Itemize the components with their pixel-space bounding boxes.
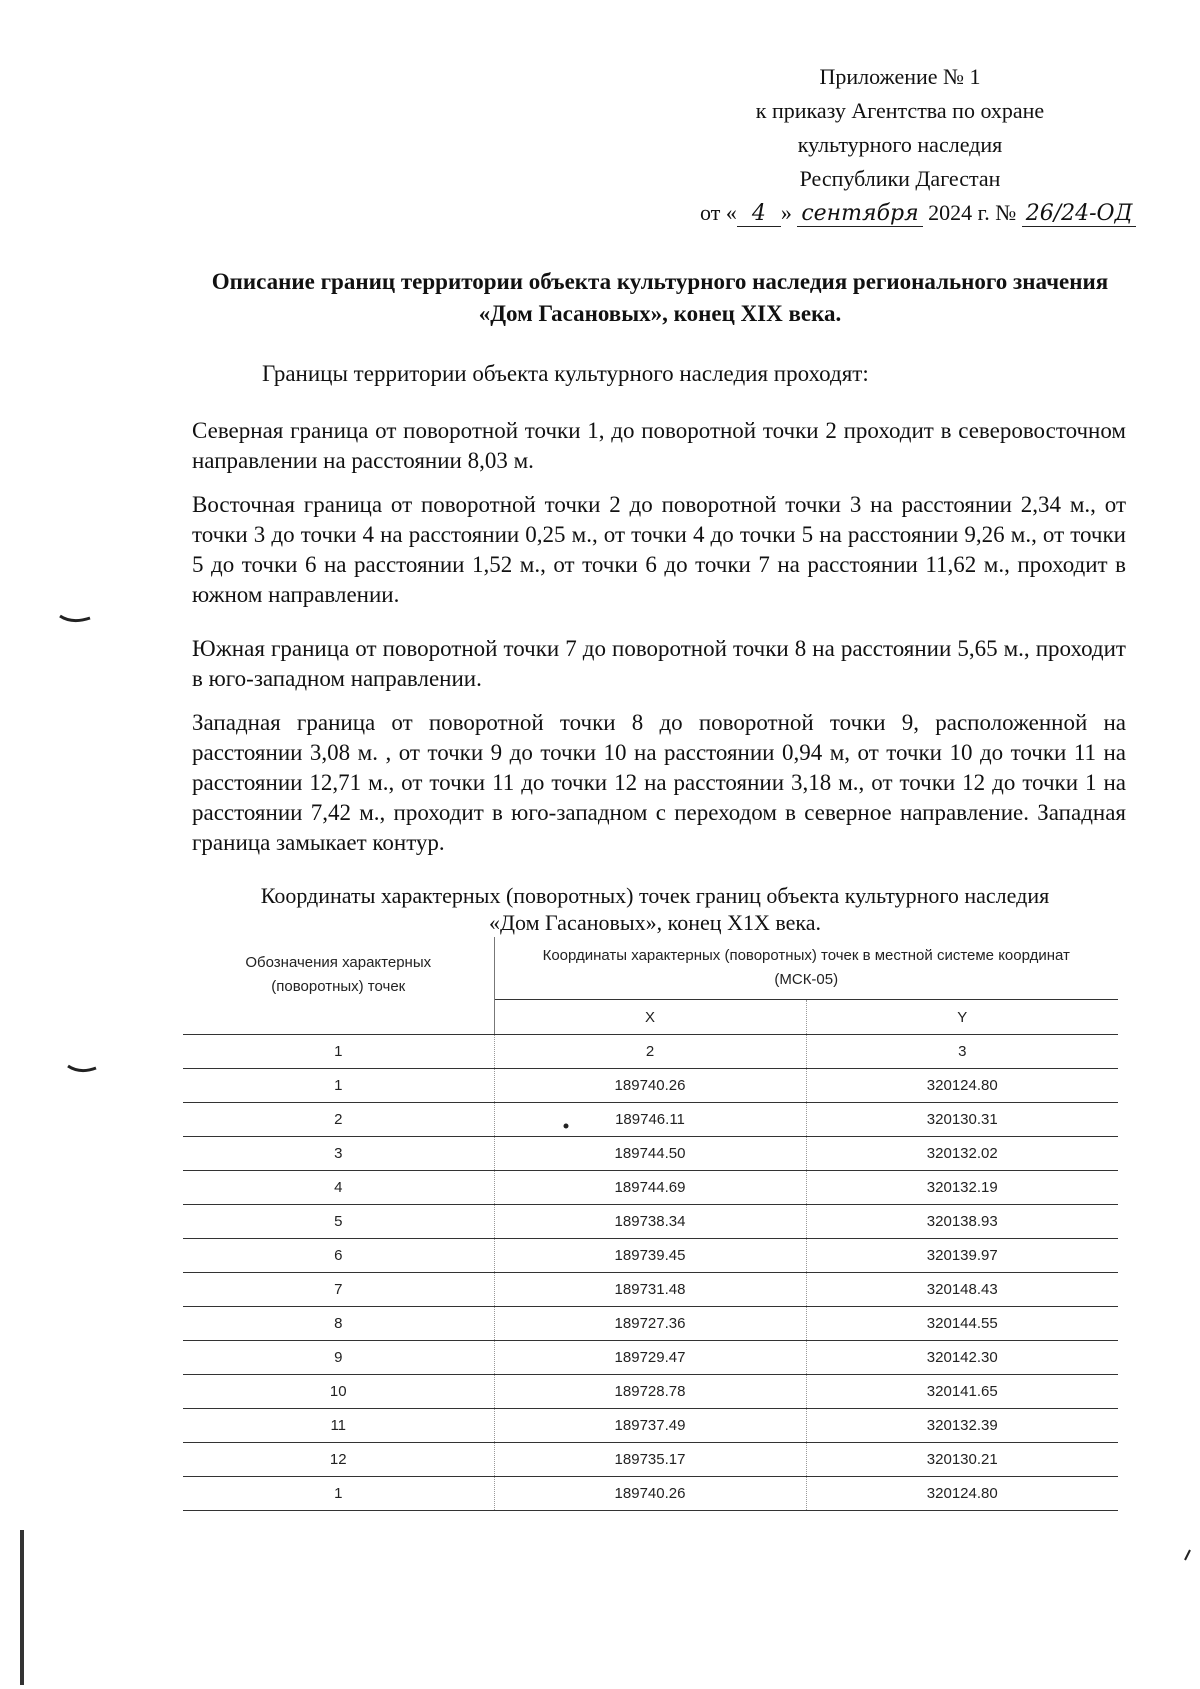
header-y: Y [806,1000,1118,1035]
x-coordinate-cell: 189738.34 [494,1205,806,1239]
point-cell: 12 [183,1443,494,1477]
x-coordinate-cell: 189744.69 [494,1171,806,1205]
intro-text: Границы территории объекта культурного наследия проходят: [262,361,869,386]
point-cell: 1 [183,1477,494,1511]
x-coordinate-cell: 189746.11 [494,1103,806,1137]
table-caption-line1: Координаты характерных (поворотных) точек границ объекта культурного наследия [260,883,1050,908]
table-row [183,1205,1118,1239]
table-row [183,1069,1118,1103]
table-row [183,1477,1118,1511]
table-row [183,1341,1118,1375]
x-coordinate-cell: 189744.50 [494,1137,806,1171]
header-x: X [494,1000,806,1035]
handwritten-day: 4 [737,202,781,227]
x-coordinate-cell: 189731.48 [494,1273,806,1307]
y-coordinate-cell: 320124.80 [806,1477,1118,1511]
x-coordinate-cell: 189727.36 [494,1307,806,1341]
order-date-line [700,196,1133,230]
scan-edge-line [20,1530,24,1685]
table-caption [185,882,1125,936]
column-number-2: 2 [494,1035,806,1069]
point-cell: 5 [183,1205,494,1239]
y-coordinate-cell: 320124.80 [806,1069,1118,1103]
y-coordinate-cell: 320130.31 [806,1103,1118,1137]
appendix-order-ref: к приказу Агентства по охране [755,98,1045,123]
south-boundary-paragraph: Южная граница от поворотной точки 7 до поворотной точки 8 на расстоянии 5,65 м., проходит в юго-западном направлении. [192,636,1126,691]
point-cell: 3 [183,1137,494,1171]
y-coordinate-cell: 320142.30 [806,1341,1118,1375]
point-cell: 8 [183,1307,494,1341]
table-row [183,1103,1118,1137]
point-cell: 6 [183,1239,494,1273]
x-coordinate-cell: 189729.47 [494,1341,806,1375]
point-cell: 9 [183,1341,494,1375]
x-coordinate-cell: 189735.17 [494,1443,806,1477]
table-row [183,1137,1118,1171]
table-row [183,1239,1118,1273]
y-coordinate-cell: 320132.02 [806,1137,1118,1171]
north-boundary-paragraph: Северная граница от поворотной точки 1, до поворотной точки 2 проходит в северовосточном направлении на расстоянии 8,03 м. [192,418,1126,473]
table-row [183,1171,1118,1205]
point-cell: 1 [183,1069,494,1103]
column-number-1: 1 [183,1035,494,1069]
x-coordinate-cell: 189728.78 [494,1375,806,1409]
point-cell: 7 [183,1273,494,1307]
table-row [183,1375,1118,1409]
handwritten-order-number: 26/24-ОД [1022,202,1137,227]
date-year: 2024 г. № [928,200,1017,225]
column-number-3: 3 [806,1035,1118,1069]
scan-mark-left-upper [60,616,90,621]
point-cell: 2 [183,1103,494,1137]
y-coordinate-cell: 320148.43 [806,1273,1118,1307]
handwritten-month: сентября [797,202,922,227]
date-prefix: от « [700,200,737,225]
table-caption-line2: «Дом Гасановых», конец X1X века. [489,910,821,935]
point-cell: 11 [183,1409,494,1443]
table-row [183,1273,1118,1307]
scan-mark-left-lower [68,1066,96,1071]
coordinate-rows [183,1069,1118,1511]
x-coordinate-cell: 189740.26 [494,1477,806,1511]
east-boundary-paragraph: Восточная граница от поворотной точки 2 до поворотной точки 3 на расстоянии 2,34 м., от точки 3 до точки 4 на расстоянии 0,25 м., от точки 4 до точки 5 на расстоянии 9,26 м., от точки 5 до точки 6 на расстоянии 1,52 м., от точки 6 до точки 7 на расстоянии 11,62 м., проходит в южном направлении. [192,492,1126,607]
y-coordinate-cell: 320141.65 [806,1375,1118,1409]
table-row [183,1409,1118,1443]
appendix-number: Приложение № 1 [819,64,981,89]
appendix-republic: Республики Дагестан [799,166,1001,191]
header-point-label: Обозначения характерных (поворотных) точек [183,937,494,1035]
x-coordinate-cell: 189740.26 [494,1069,806,1103]
table-header-row [183,937,1118,1000]
x-coordinate-cell: 189737.49 [494,1409,806,1443]
y-coordinate-cell: 320139.97 [806,1239,1118,1273]
y-coordinate-cell: 320132.39 [806,1409,1118,1443]
appendix-header [700,60,1133,230]
y-coordinate-cell: 320132.19 [806,1171,1118,1205]
date-mid: » [780,200,792,225]
document-title: Описание границ территории объекта культурного наследия регионального значения «Дом Гасановых», конец XIX века. [211,269,1109,326]
west-boundary-paragraph: Западная граница от поворотной точки 8 до поворотной точки 9, расположенной на расстоянии 3,08 м. , от точки 9 до точки 10 на расстоянии 0,94 м, от точки 10 до точки 11 на расстоянии 12,71 м., от точки 11 до точки 12 на расстоянии 3,18 м., от точки 12 до точки 1 на расстоянии 7,42 м., проходит в юго-западном с переходом в северное направление. Западная граница замыкает контур. [192,710,1126,855]
y-coordinate-cell: 320144.55 [806,1307,1118,1341]
table-row [183,1443,1118,1477]
table-row [183,1307,1118,1341]
coordinates-table [183,937,1118,1511]
point-cell: 4 [183,1171,494,1205]
appendix-agency-line: культурного наследия [797,132,1003,157]
column-number-row [183,1035,1118,1069]
x-coordinate-cell: 189739.45 [494,1239,806,1273]
scan-mark-right [1185,1550,1190,1560]
point-cell: 10 [183,1375,494,1409]
y-coordinate-cell: 320138.93 [806,1205,1118,1239]
header-coordinates-label: Координаты характерных (поворотных) точек в местной системе координат (МСК-05) [542,947,1070,988]
y-coordinate-cell: 320130.21 [806,1443,1118,1477]
